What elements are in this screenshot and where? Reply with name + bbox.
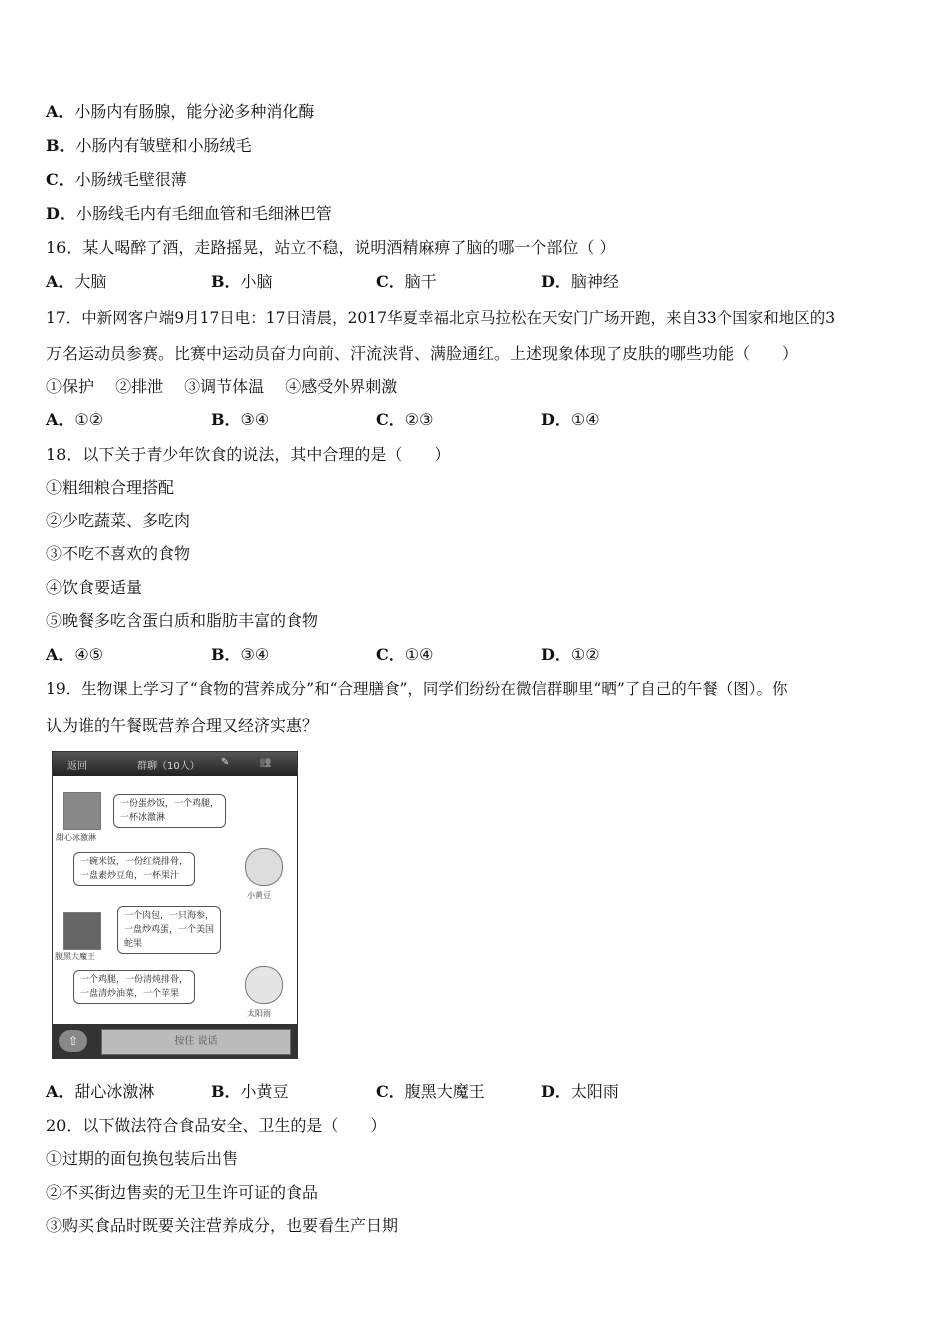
q17-option-c: C．②③ [376,410,434,429]
chat-bubble: 一个肉包，一只海参， 一盘炒鸡蛋，一个美国 蛇果 [117,906,221,954]
wechat-chat-figure [52,751,298,1059]
avatar [63,792,101,830]
q16-option-a: A．大脑 [46,272,107,291]
q18-option-d: D．①② [541,645,600,664]
q16-stem: 16．某人喝醉了酒，走路摇晃，站立不稳，说明酒精麻痹了脑的哪一个部位（ ） [46,238,616,257]
q18-item: ①粗细粮合理搭配 [46,478,175,497]
chat-title: 群聊（10人） [137,761,200,772]
q18-item: ⑤晚餐多吃含蛋白质和脂肪丰富的食物 [46,611,319,630]
q16-option-b: B．小脑 [211,272,273,291]
chat-input-bar [53,1024,297,1058]
q18-item: ②少吃蔬菜、多吃肉 [46,511,191,530]
sender-name: 甜心冰激淋 [56,833,96,842]
chat-header [53,752,297,776]
q18-item: ③不吃不喜欢的食物 [46,544,191,563]
q20-item: ②不买街边售卖的无卫生许可证的食品 [46,1183,319,1202]
q19-option-d: D．太阳雨 [541,1082,619,1101]
q18-option-b: B．③④ [211,645,270,664]
sender-name: 腹黑大魔王 [55,952,95,961]
q19-option-a: A．甜心冰激淋 [46,1082,155,1101]
chat-bubble: 一碗米饭，一份红烧排骨， 一盘素炒豆角，一杯果汁 [73,852,195,886]
keyboard-toggle-icon[interactable]: ⇧ [59,1030,87,1052]
q19-stem-line2: 认为谁的午餐既营养合理又经济实惠？ [46,716,319,735]
chat-bubble: 一份蛋炒饭，一个鸡腿， 一杯冰激淋 [113,794,226,828]
q16-option-d: D．脑神经 [541,272,619,291]
q15-option-a: A．小肠内有肠腺，能分泌多种消化酶 [46,102,315,121]
q20-stem: 20．以下做法符合食品安全、卫生的是（ ） [46,1116,387,1135]
q19-option-b: B．小黄豆 [211,1082,289,1101]
q18-option-c: C．①④ [376,645,434,664]
q17-option-b: B．③④ [211,410,270,429]
q15-option-d: D．小肠线毛内有毛细血管和毛细淋巴管 [46,204,332,223]
group-icon: 👥 [259,757,272,768]
sender-name: 太阳雨 [247,1009,271,1018]
q17-option-a: A．①② [46,410,104,429]
q18-item: ④饮食要适量 [46,578,143,597]
sender-name: 小黄豆 [247,891,271,900]
hold-to-talk-button[interactable]: 按住 说话 [101,1029,291,1055]
q15-option-c: C．小肠绒毛壁很薄 [46,170,187,189]
q20-item: ①过期的面包换包装后出售 [46,1149,239,1168]
avatar [63,912,101,950]
q17-items: ①保护 ②排泄 ③调节体温 ④感受外界刺激 [46,377,398,396]
q16-option-c: C．脑干 [376,272,437,291]
q18-stem: 18．以下关于青少年饮食的说法，其中合理的是（ ） [46,445,451,464]
q17-stem-line1: 17．中新网客户端9月17日电：17日清晨，2017华夏幸福北京马拉松在天安门广场开跑，来自33个国家和地区的3 [46,309,836,327]
back-label: 返回 [67,761,87,772]
q20-item: ③购买食品时既要关注营养成分，也要看生产日期 [46,1216,399,1235]
q19-option-c: C．腹黑大魔王 [376,1082,485,1101]
q17-stem-line2: 万名运动员参赛。比赛中运动员奋力向前、汗流浃背、满脸通红。上述现象体现了皮肤的哪些功能（ ） [46,344,799,363]
q19-stem-line1: 19．生物课上学习了“食物的营养成分”和“合理膳食”，同学们纷纷在微信群聊里“晒”了自己的午餐（图）。你 [46,680,788,698]
chat-bubble: 一个鸡腿，一份清炖排骨， 一盘清炒油菜，一个苹果 [73,970,195,1004]
q18-option-a: A．④⑤ [46,645,104,664]
q17-option-d: D．①④ [541,410,600,429]
avatar [245,848,283,886]
avatar [245,966,283,1004]
pencil-icon: ✎ [221,757,230,768]
q15-option-b: B．小肠内有皱壁和小肠绒毛 [46,136,252,155]
